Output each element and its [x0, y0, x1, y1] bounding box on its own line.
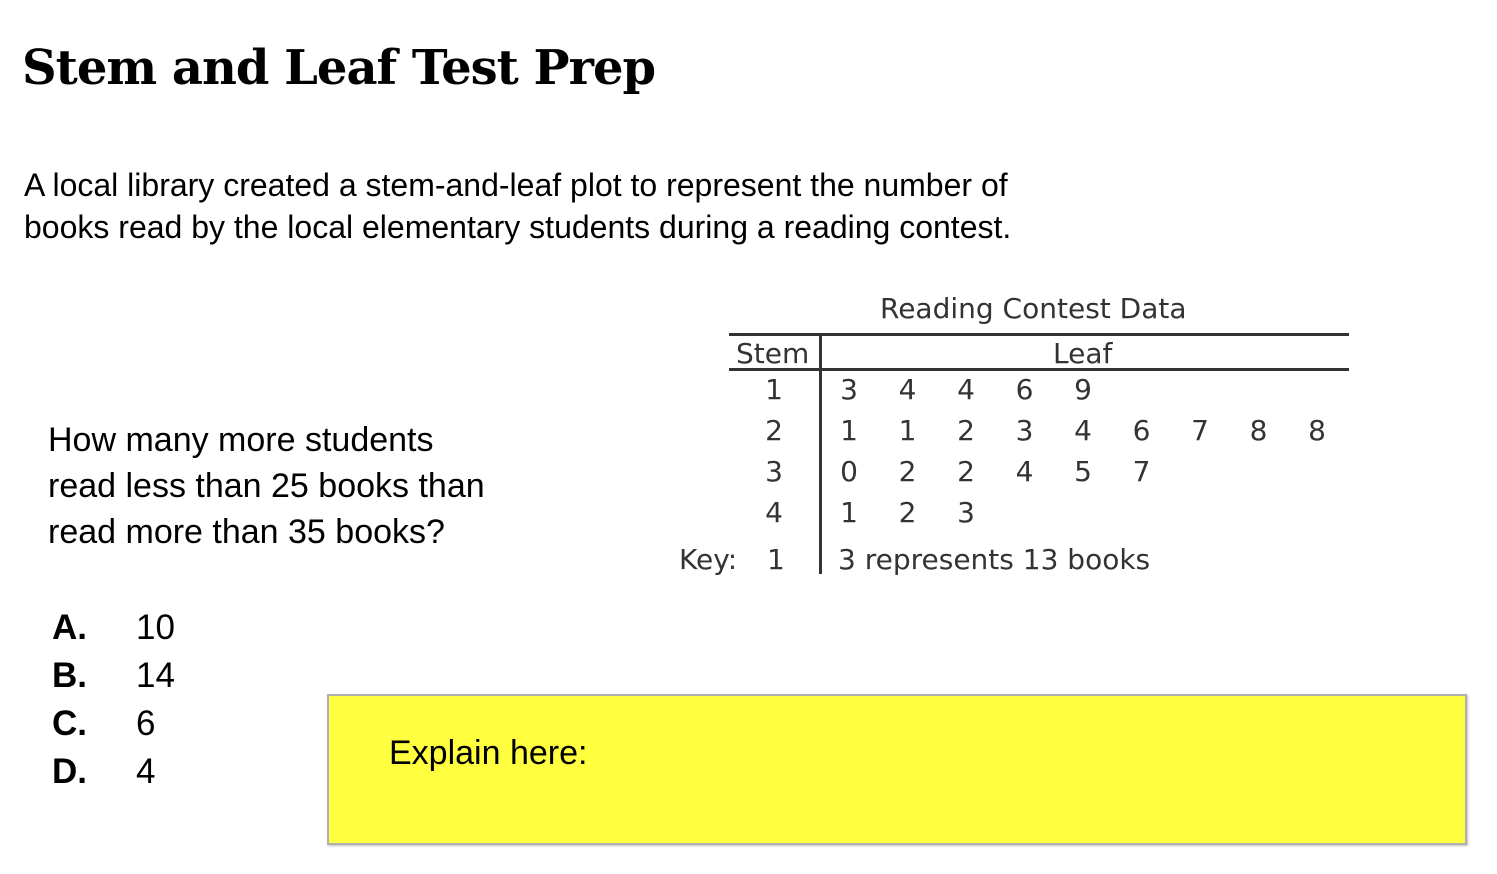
answer-choices [52, 604, 175, 796]
leaf-value: 1 [840, 496, 858, 529]
choice-value: 4 [136, 752, 156, 791]
intro-line: books read by the local elementary students during a reading contest. [24, 209, 1012, 245]
stem-value: 3 [765, 455, 783, 488]
page-title: Stem and Leaf Test Prep [22, 40, 656, 96]
choice-letter: D. [52, 752, 87, 791]
question-line: read less than 25 books than [48, 467, 485, 505]
leaf-value: 6 [1132, 414, 1151, 447]
leaf-value: 7 [1191, 414, 1209, 447]
leaf-value: 2 [957, 455, 975, 488]
choice-value: 6 [136, 704, 156, 743]
key-stem: 1 [767, 543, 785, 576]
leaf-value: 8 [1308, 414, 1326, 447]
leaf-value: 3 [957, 496, 975, 529]
choice-value: 14 [136, 656, 175, 695]
leaf-value: 7 [1132, 455, 1151, 488]
leaf-value: 2 [957, 414, 975, 447]
leaf-value: 9 [1074, 373, 1092, 406]
leaf-value: 2 [898, 496, 917, 529]
plot-divider [819, 335, 822, 574]
leaf-value: 4 [898, 373, 917, 406]
explain-label: Explain here: [389, 734, 588, 772]
leaf-value: 6 [1015, 373, 1034, 406]
stem-value: 2 [765, 414, 783, 447]
question-line: How many more students [48, 421, 434, 459]
stem-value: 4 [765, 496, 783, 529]
choice-c[interactable] [52, 700, 175, 748]
choice-letter: B. [52, 656, 87, 695]
key-label: Key: [679, 543, 738, 576]
leaf-value: 5 [1074, 455, 1092, 488]
intro-paragraph [24, 164, 1204, 248]
leaf-value: 4 [1074, 414, 1092, 447]
leaf-header: Leaf [1053, 337, 1113, 370]
leaf-value: 0 [840, 455, 858, 488]
plot-header-rule [729, 368, 1349, 371]
question-line: read more than 35 books? [48, 513, 445, 551]
choice-letter: A. [52, 608, 87, 647]
question-text [48, 417, 485, 555]
leaf-value: 8 [1249, 414, 1268, 447]
plot-title: Reading Contest Data [880, 292, 1187, 325]
leaf-value: 4 [957, 373, 975, 406]
choice-value: 10 [136, 608, 175, 647]
choice-b[interactable] [52, 652, 175, 700]
leaf-value: 1 [840, 414, 858, 447]
plot-top-rule [729, 333, 1349, 336]
choice-a[interactable] [52, 604, 175, 652]
key-text: 3 represents 13 books [838, 543, 1151, 576]
stem-value: 1 [765, 373, 783, 406]
stem-header: Stem [736, 337, 810, 370]
leaf-value: 2 [898, 455, 917, 488]
leaf-value: 4 [1015, 455, 1034, 488]
leaf-value: 1 [898, 414, 917, 447]
intro-line: A local library created a stem-and-leaf plot to represent the number of [24, 167, 1008, 203]
explain-box[interactable] [327, 694, 1467, 845]
choice-letter: C. [52, 704, 87, 743]
choice-d[interactable] [52, 748, 175, 796]
leaf-value: 3 [1015, 414, 1034, 447]
leaf-value: 3 [840, 373, 858, 406]
